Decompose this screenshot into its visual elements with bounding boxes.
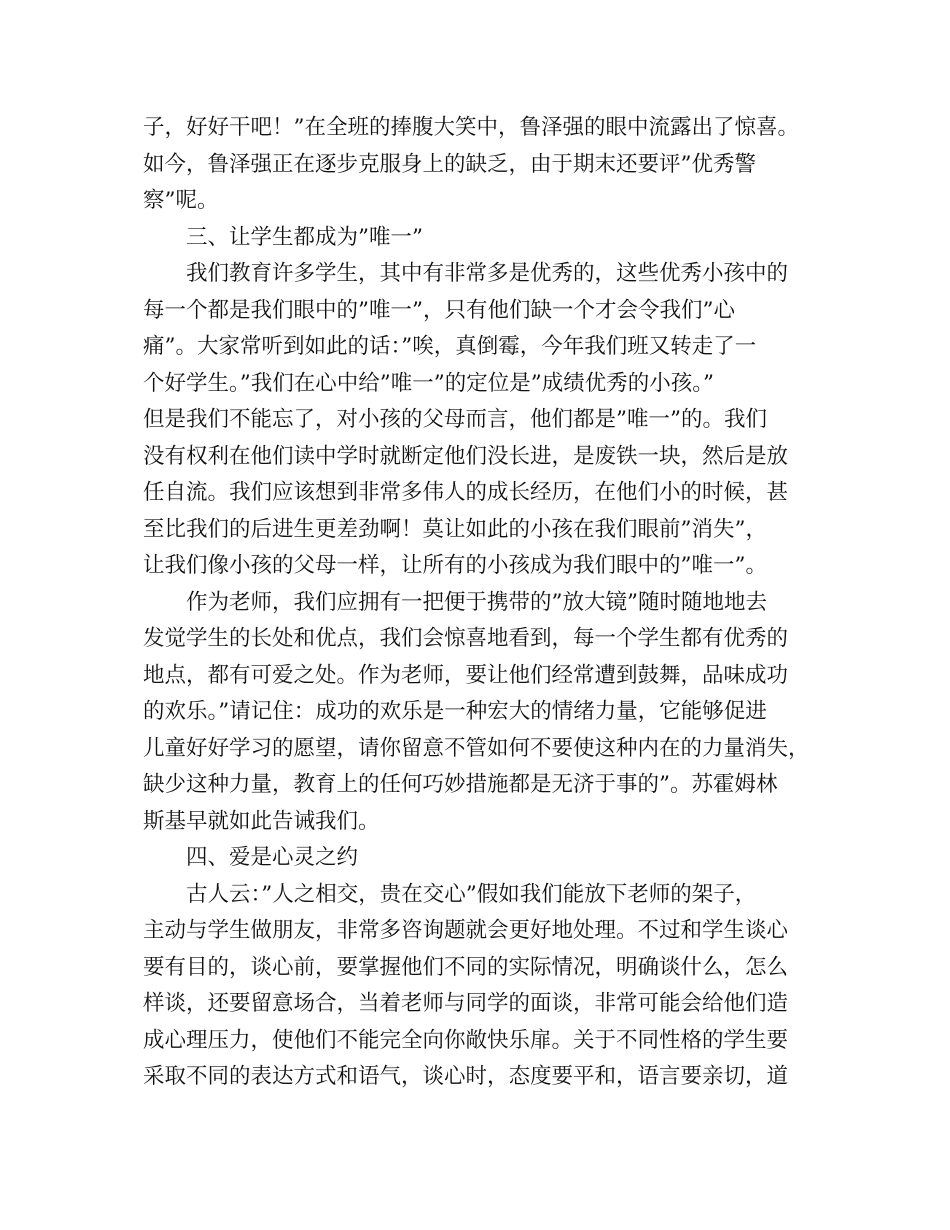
text-line: 地点，都有可爱之处。作为老师，要让他们经常遭到鼓舞，品味成功: [143, 662, 789, 688]
text-line: 如今，鲁泽强正在逐步克服身上的缺乏，由于期末还要评”优秀警: [143, 151, 756, 177]
text-line: 四、爱是心灵之约: [186, 845, 359, 870]
text-line: 没有权利在他们读中学时就断定他们没长进，是废铁一块，然后是放: [143, 443, 789, 469]
text-line: 发觉学生的长处和优点，我们会惊喜地看到，每一个学生都有优秀的: [143, 626, 789, 651]
text-line: 主动与学生做朋友，非常多咨询题就会更好地处理。不过和学生谈心: [143, 918, 789, 943]
text-line: 成心理压力，使他们不能完全向你敞快乐扉。关于不同性格的学生要: [143, 1027, 789, 1053]
text-line: 古人云：”人之相交，贵在交心”假如我们能放下老师的架子，: [186, 881, 757, 907]
text-line: 采取不同的表达方式和语气，谈心时，态度要平和，语言要亲切，道: [143, 1064, 789, 1089]
text-line: 让我们像小孩的父母一样，让所有的小孩成为我们眼中的”唯一”。: [143, 553, 767, 578]
text-line: 个好学生。”我们在心中给”唯一”的定位是”成绩优秀的小孩。”: [143, 370, 714, 396]
text-line: 痛”。大家常听到如此的话：”唉，真倒霉，今年我们班又转走了一: [143, 334, 757, 359]
text-line: 我们教育许多学生，其中有非常多是优秀的，这些优秀小孩中的: [186, 261, 789, 286]
text-line: 子，好好干吧！”在全班的捧腹大笑中，鲁泽强的眼中流露出了惊喜。: [143, 115, 799, 140]
text-line: 每一个都是我们眼中的”唯一”，只有他们缺一个才会令我们”心: [143, 297, 735, 323]
text-line: 要有目的，谈心前，要掌握他们不同的实际情况，明确谈什么，怎么: [143, 954, 789, 980]
document-body: [143, 110, 813, 1096]
text-line: 三、让学生都成为”唯一”: [186, 224, 423, 250]
text-line: 作为老师，我们应拥有一把便于携带的”放大镜”随时随地地去: [186, 589, 767, 615]
text-line: 但是我们不能忘了，对小孩的父母而言，他们都是”唯一”的。我们: [143, 407, 767, 432]
text-line: 至比我们的后进生更差劲啊！莫让如此的小孩在我们眼前”消失”，: [143, 516, 767, 542]
text-line: 样谈，还要留意场合，当着老师与同学的面谈，非常可能会给他们造: [143, 991, 789, 1016]
text-line: 缺少这种力量，教育上的任何巧妙措施都是无济于事的”。苏霍姆林: [143, 772, 778, 797]
text-line: 的欢乐。”请记住：成功的欢乐是一种宏大的情绪力量，它能够促进: [143, 699, 767, 724]
text-line: 任自流。我们应该想到非常多伟人的成长经历，在他们小的时候，甚: [143, 480, 789, 505]
text-line: 察”呢。: [143, 188, 219, 213]
text-line: 儿童好好学习的愿望，请你留意不管如何不要使这种内在的力量消失，: [143, 735, 810, 761]
text-line: 斯基早就如此告诫我们。: [143, 808, 380, 834]
